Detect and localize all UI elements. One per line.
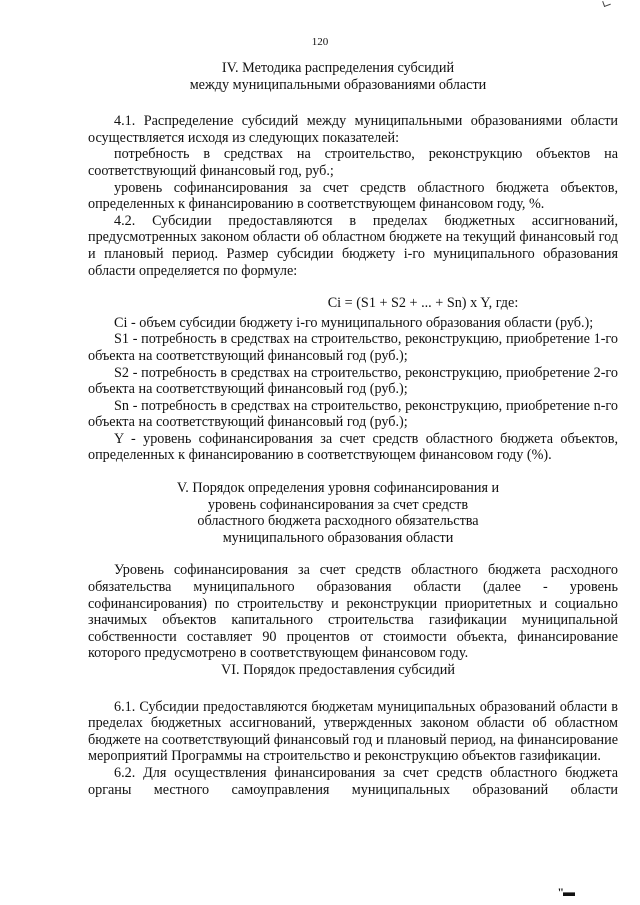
paragraph-4-2: 4.2. Субсидии предоставляются в пределах бюджетных ассигнований, предусмотренных законом области об областном бюджете на текущий финансовый год и плановый период. Размер субсидии бюджету i-го муниципального образования области определяется по формуле: <box>88 212 618 279</box>
definition-s2: S2 - потребность в средствах на строительство, реконструкцию, приобретение 2-го объекта на соответствующий финансовый год (руб.); <box>88 364 618 398</box>
heading-line: муниципального образования области <box>222 529 454 546</box>
heading-line: V. Порядок определения уровня софинансирования и <box>176 480 500 497</box>
definition-sn: Sn - потребность в средствах на строительство, реконструкцию, приобретение n-го объекта на соответствующий финансовый год (руб.); <box>88 397 618 431</box>
section-5-heading <box>58 480 618 546</box>
document-body <box>88 60 618 798</box>
definition-s1: S1 - потребность в средствах на строительство, реконструкцию, приобретение 1-го объекта на соответствующий финансовый год (руб.); <box>88 331 618 364</box>
corner-scan-mark <box>602 0 611 7</box>
definition-ci: Ci - объем субсидии бюджету i-го муниципального образования области (руб.); <box>114 314 594 331</box>
definition-y: Y - уровень софинансирования за счет средств областного бюджета объектов, определенных к финансированию в соответствующем финансовом году (%). <box>88 430 618 464</box>
cofinancing-level-paragraph: Уровень софинансирования за счет средств областного бюджета расходного обязательства муниципального образования области (далее - уровень софинансирования) по строительству и реконструкции приоритетных и социально значимых объектов капитального строительства газификации муниципальной собственности составляет 90 процентов от стоимости объекта, финансирование которого предусмотрено в соответствующем финансовом году. <box>88 562 618 662</box>
heading-line: уровень софинансирования за счет средств <box>207 496 469 513</box>
indicator-need: потребность в средствах на строительство, реконструкцию объектов на соответствующий финансовый год, руб.; <box>88 146 618 179</box>
subsidy-formula: Ci = (S1 + S2 + ... + Sn) x Y, где: <box>327 295 519 312</box>
paragraph-6-2: 6.2. Для осуществления финансирования за счет средств областного бюджета органы местного самоуправления муниципальных образований области <box>88 764 618 798</box>
page-number: 120 <box>311 36 329 48</box>
section-4-heading <box>58 60 618 93</box>
paragraph-6-1: 6.1. Субсидии предоставляются бюджетам муниципальных образований области в пределах бюджетных ассигнований, утвержденных законом области об областном бюджете на соответствующий финансовый год и плановый период, на финансирование мероприятий Программы на строительство и реконструкцию объектов газификации. <box>88 698 618 765</box>
heading-line: между муниципальными образованиями области <box>189 76 487 93</box>
heading-line: областного бюджета расходного обязательства <box>197 513 479 530</box>
indicator-cofinancing: уровень софинансирования за счет средств областного бюджета объектов, определенных к финансированию в соответствующем финансовом году, %. <box>88 179 618 213</box>
heading-line: IV. Методика распределения субсидий <box>221 60 455 76</box>
footer-scan-mark: "▬ <box>557 885 574 899</box>
paragraph-4-1: 4.1. Распределение субсидий между муниципальными образованиями области осуществляется исходя из следующих показателей: <box>88 113 618 146</box>
section-6-heading: VI. Порядок предоставления субсидий <box>221 662 455 678</box>
